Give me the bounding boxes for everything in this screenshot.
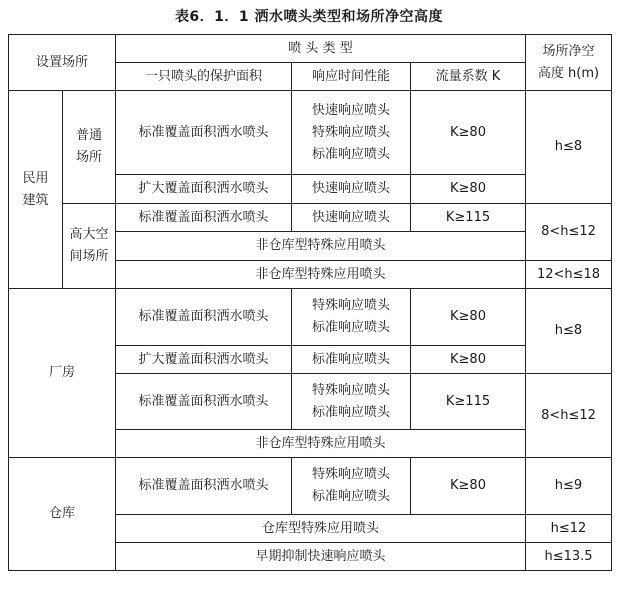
table-row xyxy=(9,458,612,515)
header-protect-area: 一只喷头的保护面积 xyxy=(116,63,292,91)
cell-response-line: 特殊响应喷头 xyxy=(311,298,390,313)
header-clear-height xyxy=(526,35,612,91)
group-ordinary-place xyxy=(63,91,116,204)
cell-response-line: 标准响应喷头 xyxy=(311,320,390,335)
cell-merged-type: 仓库型特殊应用喷头 xyxy=(116,515,526,543)
table-row xyxy=(9,91,612,175)
cell-response xyxy=(292,458,411,515)
cell-response-line: 标准响应喷头 xyxy=(311,146,390,162)
table-title: 表6．1．1 洒水喷头类型和场所净空高度 xyxy=(174,9,444,25)
cell-height: 12<h≤18 xyxy=(526,261,612,289)
group-warehouse: 仓库 xyxy=(9,458,116,571)
cell-response-line: 特殊响应喷头 xyxy=(311,124,390,140)
cell-k: K≥80 xyxy=(411,346,526,374)
cell-response xyxy=(292,91,411,175)
cell-k: K≥115 xyxy=(411,204,526,232)
cell-merged-type: 早期抑制快速响应喷头 xyxy=(116,543,526,571)
cell-k: K≥80 xyxy=(411,458,526,515)
cell-response-line: 标准响应喷头 xyxy=(311,404,390,420)
cell-response-line: 标准响应喷头 xyxy=(311,489,390,504)
header-sprinkler-type: 喷 头 类 型 xyxy=(116,35,526,63)
cell-area: 标准覆盖面积洒水喷头 xyxy=(116,374,292,430)
group-civil-line1: 民用 xyxy=(22,170,49,186)
table-row xyxy=(9,289,612,346)
group-factory: 厂房 xyxy=(9,289,116,458)
cell-response xyxy=(292,289,411,346)
cell-k: K≥115 xyxy=(411,374,526,430)
table-row xyxy=(9,204,612,232)
group-tall-space-line2: 间场所 xyxy=(69,249,109,264)
cell-height: h≤8 xyxy=(526,289,612,374)
cell-response-line: 特殊响应喷头 xyxy=(311,467,390,482)
cell-height: h≤13.5 xyxy=(526,543,612,571)
cell-merged-type: 非仓库型特殊应用喷头 xyxy=(116,430,526,458)
cell-area: 标准覆盖面积洒水喷头 xyxy=(116,458,292,515)
header-clear-height-line2: 高度 h(m) xyxy=(537,65,600,81)
cell-area: 标准覆盖面积洒水喷头 xyxy=(116,289,292,346)
cell-k: K≥80 xyxy=(411,289,526,346)
cell-response: 快速响应喷头 xyxy=(292,175,411,204)
cell-merged-type: 非仓库型特殊应用喷头 xyxy=(116,232,526,261)
group-civil-line2: 建筑 xyxy=(22,192,49,208)
cell-height: h≤9 xyxy=(526,458,612,515)
group-tall-space xyxy=(63,204,116,289)
cell-height: 8<h≤12 xyxy=(526,374,612,458)
cell-response: 快速响应喷头 xyxy=(292,204,411,232)
cell-area: 扩大覆盖面积洒水喷头 xyxy=(116,175,292,204)
cell-area: 标准覆盖面积洒水喷头 xyxy=(116,204,292,232)
cell-height: 8<h≤12 xyxy=(526,204,612,261)
cell-area: 标准覆盖面积洒水喷头 xyxy=(116,91,292,175)
cell-response xyxy=(292,374,411,430)
cell-response-line: 快速响应喷头 xyxy=(311,102,390,118)
cell-response: 标准响应喷头 xyxy=(292,346,411,374)
group-civil-building xyxy=(9,91,63,289)
header-flow-coefficient: 流量系数 K xyxy=(411,63,526,91)
cell-height: h≤8 xyxy=(526,91,612,204)
cell-height: h≤12 xyxy=(526,515,612,543)
cell-k: K≥80 xyxy=(411,175,526,204)
cell-response-line: 特殊响应喷头 xyxy=(311,382,390,398)
header-clear-height-line1: 场所净空 xyxy=(542,43,595,59)
header-setting-place: 设置场所 xyxy=(9,35,116,91)
header-row-1 xyxy=(9,35,612,63)
cell-k: K≥80 xyxy=(411,91,526,175)
sprinkler-spec-table xyxy=(8,34,612,571)
header-response-time: 响应时间性能 xyxy=(292,63,411,91)
cell-area: 扩大覆盖面积洒水喷头 xyxy=(116,346,292,374)
group-tall-space-line1: 高大空 xyxy=(69,227,109,242)
group-ordinary-line2: 场所 xyxy=(75,150,102,165)
cell-merged-type: 非仓库型特殊应用喷头 xyxy=(116,261,526,289)
group-ordinary-line1: 普通 xyxy=(75,128,102,143)
